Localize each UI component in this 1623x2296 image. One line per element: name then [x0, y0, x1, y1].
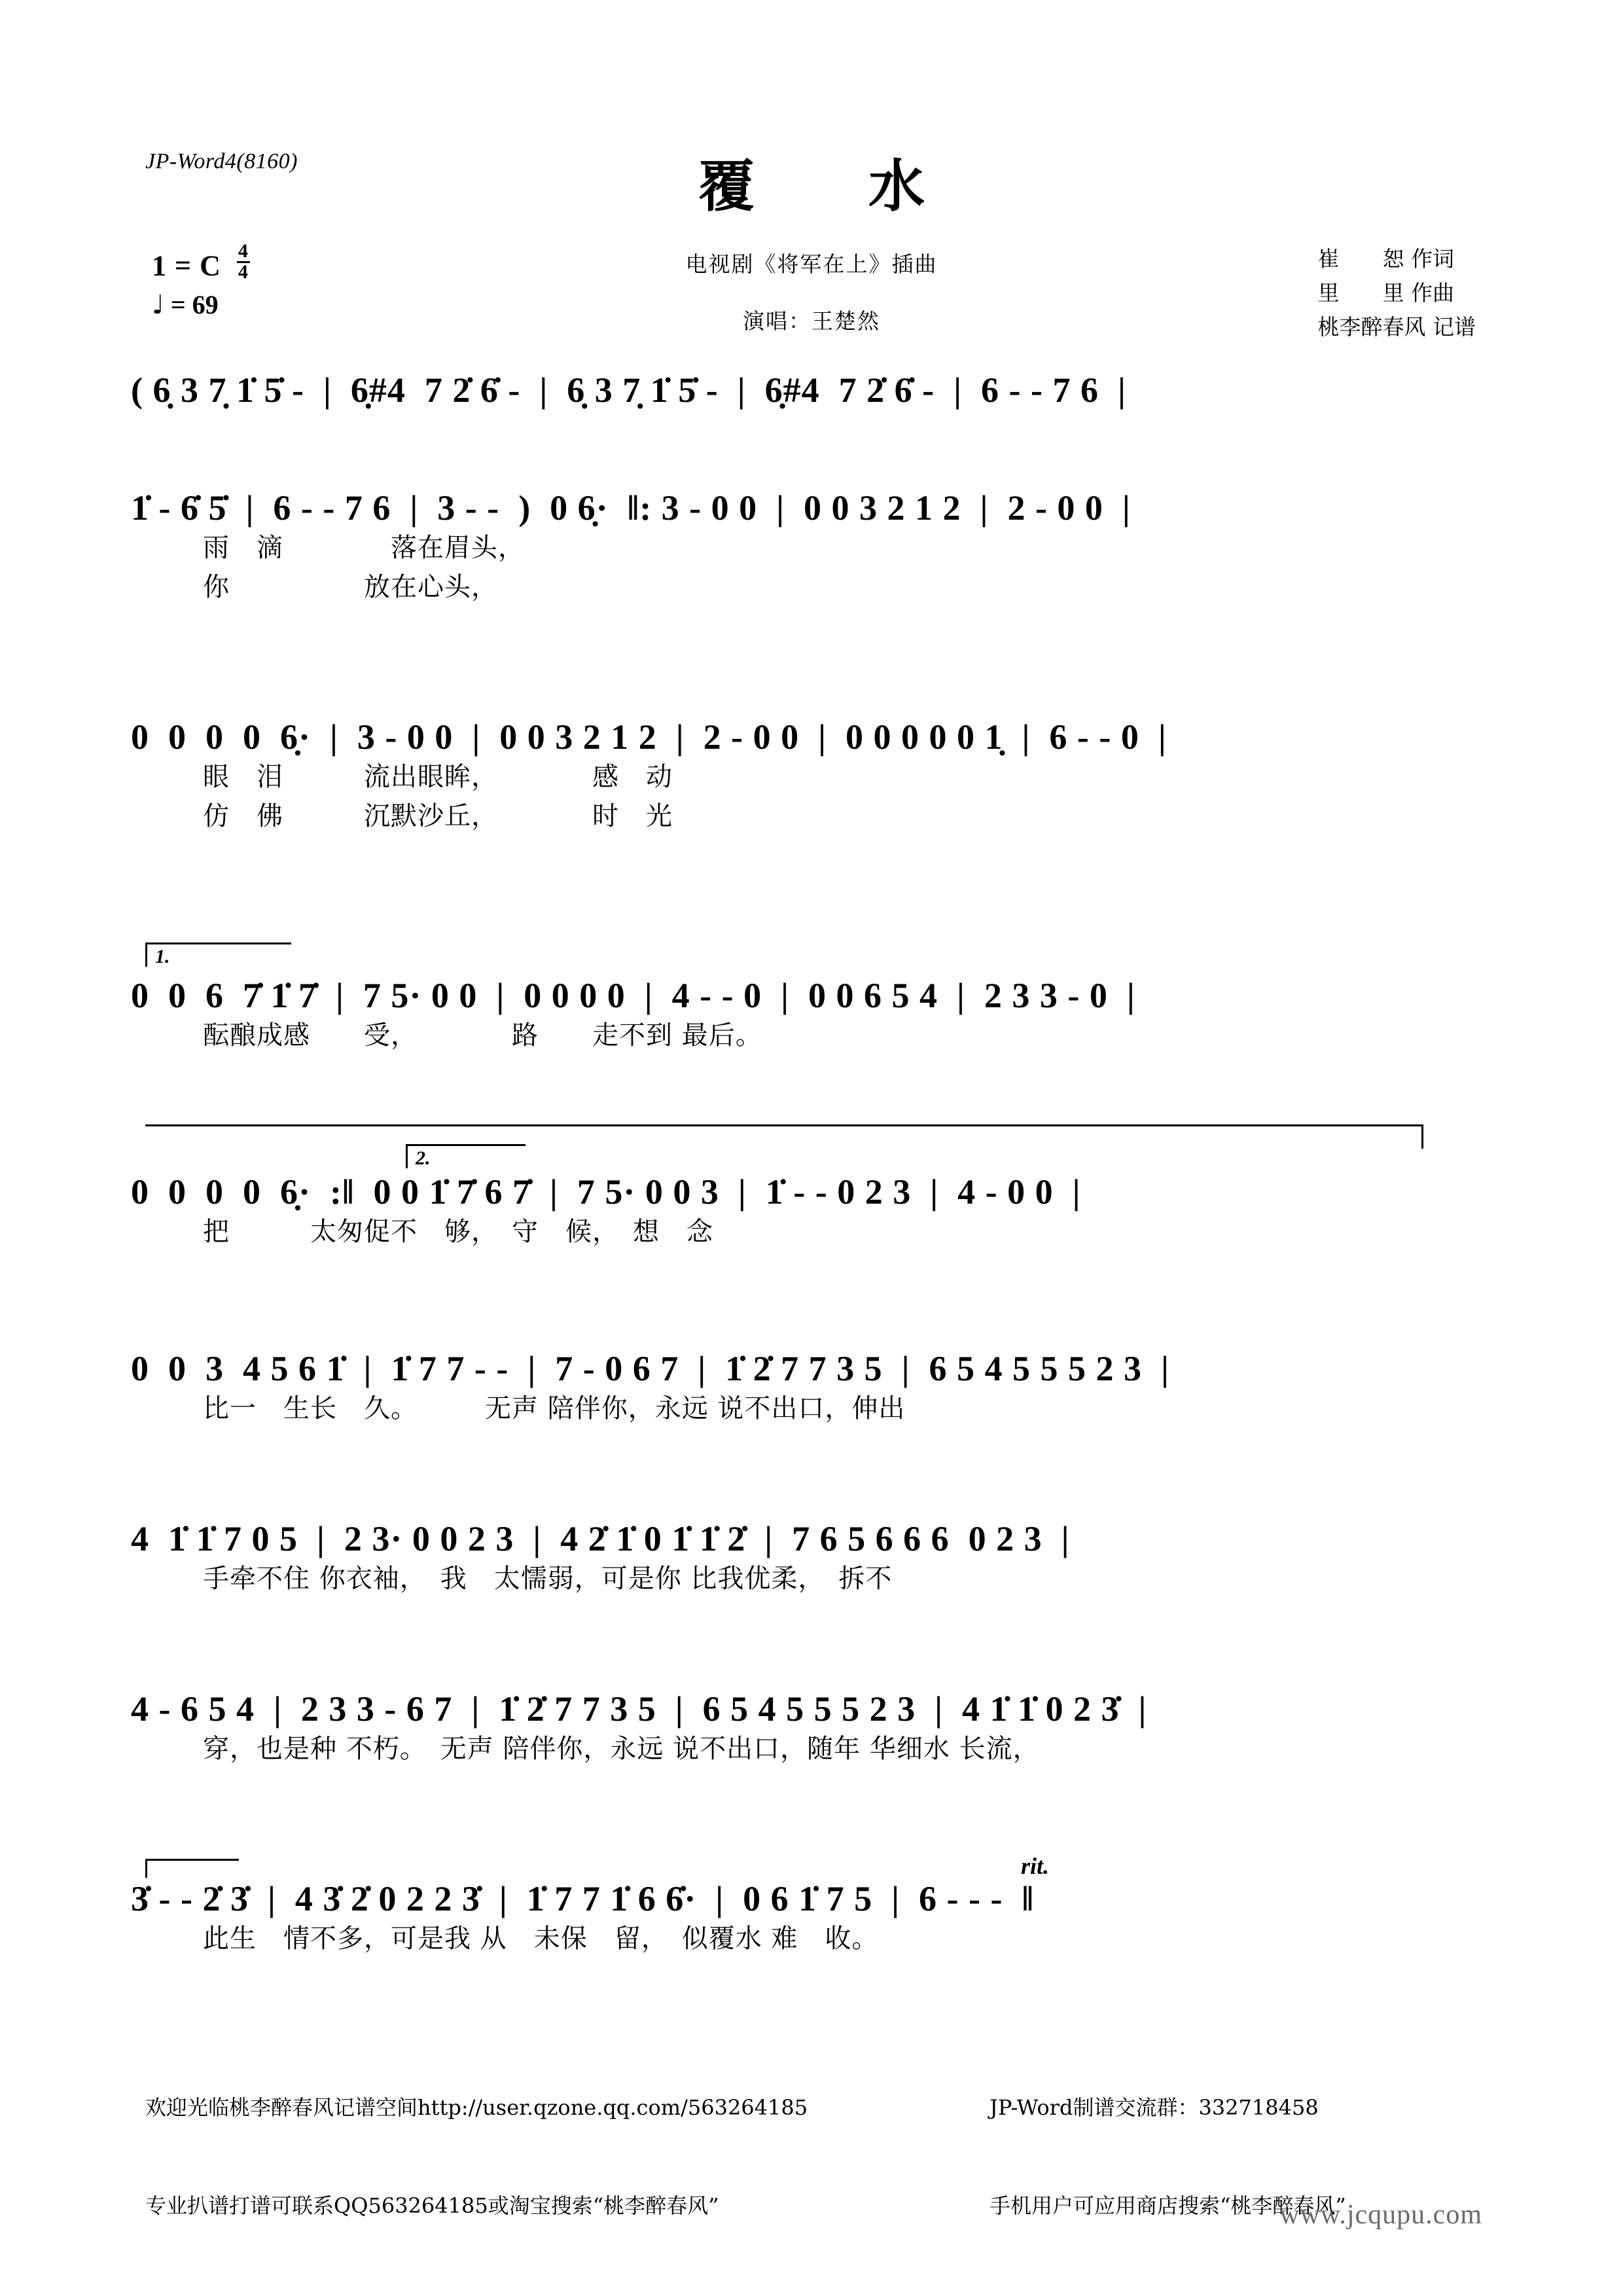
key-signature-label: 1 = C	[152, 249, 221, 282]
footer-qq-group: JP-Word制谱交流群：332718458	[990, 2095, 1319, 2120]
first-ending-bracket	[145, 942, 291, 967]
footer-left	[145, 2026, 808, 2287]
notation-line: 0 0 0 0 6̣· | 3 - 0 0 | 0 0 3 2 1 2 | 2 - 0 0 | 0 0 0 0 0 1̣ | 6 - - 0 |	[131, 717, 1167, 757]
footer-app-hint: 手机用户可应用商店搜索“桃李醉春风”	[990, 2193, 1346, 2218]
music-system-8	[131, 1689, 1499, 1768]
quarter-note-icon: ♩	[152, 290, 164, 320]
notation-line: ( 6̣ 3 7̣ 1̇ 5̇ - | 6̣#4 7 2̇ 6̇ - | 6̣ 3 7̣ 1̇ 5̇ - | 6̣#4 7 2̇ 6̇ - | 6 - - 7 6 |	[131, 370, 1126, 410]
ending-label: 1.	[155, 946, 170, 967]
time-signature-numerator: 4	[238, 240, 249, 262]
lyric-line: 此生 情不多，可是我 从 未保 留， 似覆水 难 收。	[203, 1924, 879, 1954]
lyric-line: 比一 生长 久。 无声 陪伴你，永远 说不出口，伸出	[203, 1393, 906, 1424]
ending-label: 2.	[416, 1147, 431, 1169]
lyric-line: 仿 佛 沉默沙丘， 时 光	[203, 801, 673, 832]
music-system-2	[131, 488, 1499, 607]
credit-transcriber: 桃李醉春风 记谱	[1317, 314, 1476, 340]
page-title: 覆 水	[698, 153, 954, 219]
time-signature-denominator: 4	[238, 260, 249, 283]
lyric-line: 你 放在心头，	[203, 572, 498, 603]
music-system-6	[131, 1348, 1499, 1428]
lyric-line: 雨 滴 落在眉头，	[203, 533, 525, 564]
lyric-line: 手牵不住 你衣袖， 我 太懦弱，可是你 比我优柔， 拆不	[203, 1564, 893, 1594]
notation-line: 0 0 6 7̇ 1̇ 7̇ | 7 5· 0 0 | 0 0 0 0 | 4 - - 0 | 0 0 6 5 4 | 2 3 3 - 0 |	[131, 976, 1135, 1015]
tempo-marking	[152, 289, 219, 320]
notation-line: 4 1̇ 1̇ 7 0 5 | 2 3· 0 0 2 3 | 4 2̇ 1̇ 0 1̇ 1̇ 2̇ | 7 6 5 6 6 6 0 2 3 |	[131, 1519, 1070, 1558]
notation-line: 4 - 6 5 4 | 2 3 3 - 6 7 | 1̇ 2̇ 7 7 3 5 | 6 5 4 5 5 5 2 3 | 4 1̇ 1̇ 0 2 3̇ |	[131, 1689, 1147, 1729]
music-system-3	[131, 717, 1499, 836]
subtitle-source: 电视剧《将军在上》插曲	[685, 251, 938, 277]
subtitle-performer: 演唱：王楚然	[743, 308, 880, 334]
lyric-line: 眼 泪 流出眼眸， 感 动	[203, 762, 673, 793]
lyric-line: 把 太匆促不 够， 守 候， 想 念	[203, 1217, 713, 1247]
credits	[1318, 242, 1476, 344]
footer-contact: 专业扒谱打谱可联系QQ563264185或淘宝搜索“桃李醉春风”	[145, 2193, 719, 2218]
footer-right	[990, 2026, 1346, 2287]
music-system-4	[131, 975, 1499, 1055]
first-ending-bracket-close	[145, 1124, 1423, 1149]
site-watermark: www.jcqupu.com	[1279, 2200, 1482, 2230]
credit-lyricist: 崔 恕 作词	[1317, 246, 1454, 272]
second-ending-bracket	[406, 1144, 526, 1168]
footer-qzone-link[interactable]: 欢迎光临桃李醉春风记谱空间http://user.qzone.qq.com/563264185	[145, 2095, 808, 2120]
final-bracket	[145, 1859, 239, 1878]
lyric-line: 穿，也是种 不朽。 无声 陪伴你，永远 说不出口，随年 华细水 长流，	[203, 1734, 1040, 1765]
time-signature	[237, 242, 250, 281]
credit-composer: 里 里 作曲	[1317, 280, 1454, 306]
lyric-line: 酝酿成感 受， 路 走不到 最后。	[203, 1020, 762, 1051]
notation-line: 0 0 0 0 6̣· :‖ 0 0 1̇ 7̇ 6 7̇ | 7 5· 0 0 3 | 1̇ - - 0 2 3 | 4 - 0 0 |	[131, 1172, 1081, 1211]
notation-line: 3̇ - - 2̇ 3̇ | 4 3̇ 2̇ 0 2 2 3̇ | 1̇ 7 7 1̇ 6 6̇· | 0 6 1̇ 7 5 | 6 - - - ‖	[131, 1879, 1034, 1918]
rit-marking: rit.	[1021, 1853, 1050, 1879]
music-system-9	[131, 1878, 1499, 1958]
document-code: JP-Word4(8160)	[145, 149, 298, 173]
notation-line: 1̇ - 6̇ 5̇ | 6 - - 7 6 | 3 - - ) 0 6̣· ‖: 3 - 0 0 | 0 0 3 2 1 2 | 2 - 0 0 |	[131, 488, 1131, 528]
tempo-value: = 69	[170, 290, 219, 319]
key-signature	[152, 242, 250, 283]
music-system-5	[131, 1172, 1499, 1251]
music-system-7	[131, 1518, 1499, 1598]
notation-line: 0 0 3 4 5 6 1̇ | 1̇ 7 7 - - | 7 - 0 6 7 | 1̇ 2̇ 7 7 3 5 | 6 5 4 5 5 5 2 3 |	[131, 1349, 1169, 1388]
music-system-1	[131, 370, 1499, 410]
